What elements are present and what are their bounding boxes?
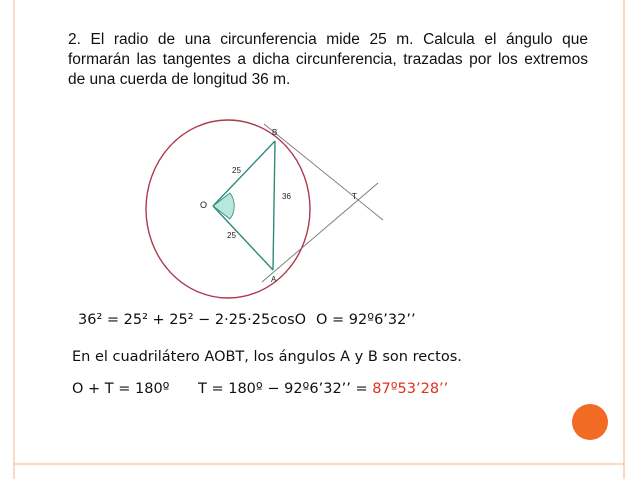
tangent-A xyxy=(262,183,378,282)
tangent-B xyxy=(264,124,383,220)
radius-OB xyxy=(213,141,275,206)
equation-angle-T xyxy=(198,381,448,397)
label-A: A xyxy=(271,275,277,284)
orange-decoration xyxy=(572,404,608,440)
label-radius-OB: 25 xyxy=(232,166,241,175)
angle-O-wedge xyxy=(213,193,234,219)
radius-OA xyxy=(213,206,273,270)
label-chord: 36 xyxy=(282,192,291,201)
label-T: T xyxy=(352,192,357,201)
label-radius-OA: 25 xyxy=(227,231,236,240)
equation-sum-rule: O + T = 180º xyxy=(72,381,170,397)
equation-law-of-cosines: 36² = 25² + 25² − 2·25·25cosO xyxy=(78,312,307,328)
chord-AB xyxy=(273,141,275,270)
angle-T-calc: T = 180º − 92º6’32’’ = xyxy=(198,381,368,397)
label-B: B xyxy=(272,128,278,137)
equation-angle-O: O = 92º6’32’’ xyxy=(316,312,416,328)
problem-statement: 2. El radio de una circunferencia mide 25 m. Calcula el ángulo que formarán las tangentes a dicha circunferencia, trazadas por los extremos de una cuerda de longitud 36 m. xyxy=(68,31,588,88)
angle-T-result: 87º53’28’’ xyxy=(372,381,449,397)
label-O: O xyxy=(200,200,208,210)
quadrilateral-statement: En el cuadrilátero AOBT, los ángulos A y B son rectos. xyxy=(72,349,462,365)
